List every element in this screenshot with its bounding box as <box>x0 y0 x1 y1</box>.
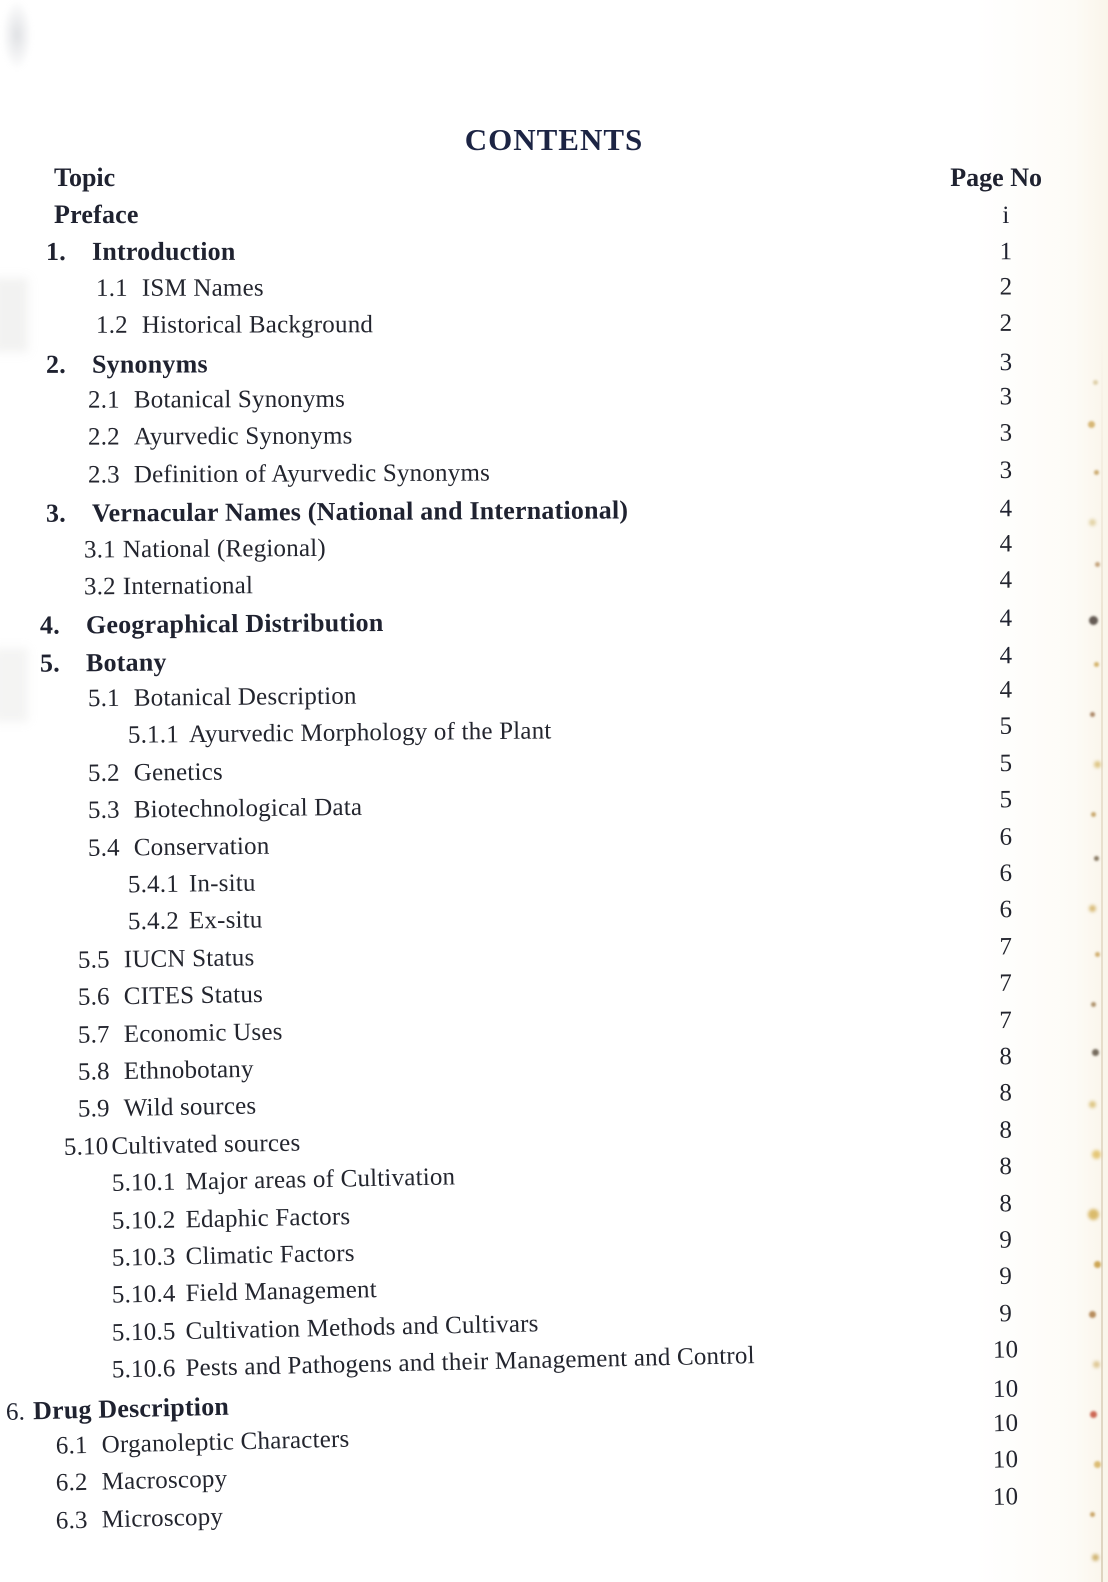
entry-page-number: 5 <box>999 786 1013 814</box>
leader-spacer <box>167 663 977 670</box>
entry-page-number: 8 <box>999 1153 1013 1181</box>
entry-page-number: 3 <box>999 456 1013 484</box>
entry-number: 5.6 <box>77 983 110 1012</box>
entry-number: 4. <box>39 610 60 640</box>
entry-page-number: 8 <box>999 1079 1013 1108</box>
entry-number: 5.5 <box>77 946 110 974</box>
entry-title: IUCN Status <box>123 944 255 974</box>
entry-title: International <box>122 572 254 601</box>
entry-page-number: 5 <box>999 713 1013 741</box>
entry-number: 5.1 <box>87 684 120 713</box>
entry-number: 5.4 <box>87 834 120 862</box>
leader-spacer <box>223 771 977 779</box>
entry-number: 5.1.1 <box>127 721 180 750</box>
leader-spacer <box>227 1468 976 1486</box>
entry-number: 5.10.2 <box>111 1206 176 1235</box>
scan-smudge <box>2 0 32 70</box>
entry-page-number: 9 <box>999 1263 1013 1291</box>
entry-page-number: 10 <box>992 1482 1019 1511</box>
entry-number: 5.10.4 <box>111 1280 176 1309</box>
leader-spacer <box>345 404 977 406</box>
entry-number: 5.9 <box>77 1095 110 1124</box>
entry-title: Botanical Synonyms <box>133 385 346 414</box>
entry-number: 5.10.1 <box>111 1168 176 1198</box>
entry-title: Edaphic Factors <box>185 1202 351 1233</box>
entry-number: 5.10.5 <box>111 1317 176 1347</box>
entry-page-number: 7 <box>999 933 1013 961</box>
entry-title: Botany <box>85 647 167 677</box>
entry-number: 1. <box>45 237 66 267</box>
entry-number: 3.1 <box>83 535 116 563</box>
entry-title: Pests and Pathogens and their Management and Control <box>185 1342 756 1382</box>
leader-spacer <box>255 955 977 965</box>
entry-title: In-situ <box>188 869 256 898</box>
entry-title: Wild sources <box>123 1092 257 1123</box>
entry-number: 5.4.2 <box>127 907 180 936</box>
entry-number: 5.7 <box>77 1020 110 1049</box>
entry-title: Ayurvedic Synonyms <box>133 422 353 451</box>
entry-page-number: 9 <box>999 1226 1013 1254</box>
entry-page-number: 6 <box>999 859 1013 888</box>
entry-page-number: 1 <box>999 238 1013 266</box>
entry-title: Conservation <box>133 832 270 861</box>
leader-spacer <box>350 1432 977 1447</box>
entry-number: 5.10.3 <box>111 1243 176 1272</box>
entry-title: Biotechnological Data <box>133 794 363 824</box>
leader-spacer <box>256 1101 976 1113</box>
toc-entry <box>0 237 1108 275</box>
entry-page-number: 3 <box>999 419 1013 447</box>
entry-title: Definition of Ayurvedic Synonyms <box>133 459 491 489</box>
entry-title: Preface <box>54 200 139 229</box>
leader-spacer <box>229 1397 977 1414</box>
entry-title: CITES Status <box>123 981 264 1011</box>
entry-number: 2. <box>45 349 66 379</box>
leader-spacer <box>263 918 977 928</box>
entry-title: Ex-situ <box>188 906 263 935</box>
leader-spacer <box>355 1248 977 1261</box>
entry-number: 5.10 <box>63 1132 109 1161</box>
leader-spacer <box>353 441 977 444</box>
entry-page-number: 4 <box>999 605 1013 633</box>
entry-title: Microscopy <box>101 1503 224 1534</box>
entry-page-number: 4 <box>999 676 1013 704</box>
leader-spacer <box>350 1211 976 1223</box>
entry-title: Botanical Description <box>133 682 357 712</box>
leader-spacer <box>552 735 977 739</box>
toc-entry <box>0 310 1108 350</box>
entry-number: 2.3 <box>87 461 120 489</box>
entry-page-number: 4 <box>999 566 1013 594</box>
entry-page-number: 2 <box>999 273 1013 301</box>
entry-title: Economic Uses <box>123 1018 283 1048</box>
entry-page-number: 3 <box>999 383 1013 411</box>
toc-entry <box>0 383 1108 424</box>
entry-number: 5.4.1 <box>127 870 180 899</box>
leader-spacer <box>270 845 977 854</box>
leader-spacer <box>755 1358 977 1363</box>
entry-title: Field Management <box>185 1276 378 1308</box>
entry-number: 6.3 <box>55 1506 89 1535</box>
toc-rows <box>0 200 1108 1546</box>
leader-spacer <box>539 1322 977 1332</box>
toc-entry <box>0 273 1108 312</box>
entry-page-number: 8 <box>999 1189 1013 1218</box>
entry-title: Introduction <box>91 237 236 267</box>
leader-spacer <box>283 1028 977 1039</box>
leader-spacer <box>373 331 977 332</box>
entry-number: 6.2 <box>55 1469 89 1497</box>
leader-spacer <box>263 991 977 1002</box>
entry-title: Macroscopy <box>101 1465 228 1496</box>
entry-title: Genetics <box>133 758 224 787</box>
entry-number: 5.10.6 <box>111 1355 176 1384</box>
entry-title: Ayurvedic Morphology of the Plant <box>188 717 552 749</box>
entry-title: Historical Background <box>141 311 374 339</box>
entry-number: 3. <box>45 498 66 528</box>
entry-page-number: 10 <box>992 1446 1019 1474</box>
leader-spacer <box>362 808 977 815</box>
leader-spacer <box>628 516 977 518</box>
page-title: CONTENTS <box>464 122 644 157</box>
leader-spacer <box>256 881 977 890</box>
entry-page-number: 10 <box>992 1374 1019 1403</box>
leader-spacer <box>301 1138 977 1150</box>
leader-spacer <box>384 627 977 632</box>
entry-title: Geographical Distribution <box>85 608 384 640</box>
entry-page-number: 4 <box>999 641 1013 670</box>
entry-title: Major areas of Cultivation <box>185 1163 456 1196</box>
leader-spacer <box>455 1175 976 1185</box>
entry-title: Synonyms <box>91 348 208 379</box>
entry-number: 6.1 <box>55 1431 89 1460</box>
leader-spacer <box>236 260 977 261</box>
entry-page-number: 10 <box>992 1409 1019 1438</box>
toc-entry <box>0 420 1108 462</box>
entry-page-number: 4 <box>999 529 1013 558</box>
entry-title: National (Regional) <box>122 534 326 563</box>
entry-number: 2.1 <box>87 386 120 414</box>
entry-page-number: 10 <box>992 1336 1019 1364</box>
entry-page-number: 6 <box>999 896 1013 924</box>
entry-page-number: 8 <box>999 1043 1013 1071</box>
entry-page-number: 7 <box>999 1006 1013 1034</box>
entry-page-number: 8 <box>999 1116 1013 1144</box>
entry-title: Cultivation Methods and Cultivars <box>185 1310 539 1345</box>
leader-spacer <box>223 1505 976 1524</box>
entry-title: Vernacular Names (National and International) <box>91 495 629 528</box>
entry-page-number: 7 <box>999 969 1013 998</box>
leader-spacer <box>377 1285 977 1298</box>
toc-entry <box>0 346 1108 387</box>
entry-number: 3.2 <box>83 573 116 601</box>
entry-title: Ethnobotany <box>123 1055 254 1085</box>
entry-number: 1.1 <box>95 274 128 302</box>
entry-page-number: 3 <box>999 348 1013 376</box>
page-column-header: Page No <box>950 163 1042 192</box>
entry-page-number: 2 <box>999 309 1013 338</box>
entry-title: Organoleptic Characters <box>101 1425 350 1459</box>
leader-spacer <box>253 588 977 593</box>
entry-page-number: 9 <box>998 1299 1013 1328</box>
entry-page-number: i <box>1002 202 1010 229</box>
entry-title: Climatic Factors <box>185 1239 355 1271</box>
leader-spacer <box>490 478 977 480</box>
toc-header <box>0 158 1108 193</box>
leader-spacer <box>326 551 977 555</box>
entry-title: Drug Description <box>32 1391 230 1425</box>
entry-title: ISM Names <box>141 274 264 302</box>
leader-spacer <box>208 370 977 372</box>
entry-number: 2.2 <box>87 423 120 451</box>
entry-number: 5.8 <box>77 1058 110 1086</box>
entry-page-number: 6 <box>999 823 1013 851</box>
topic-column-header: Topic <box>54 163 116 192</box>
entry-page-number: 5 <box>999 749 1013 778</box>
leader-spacer <box>357 698 977 704</box>
entry-page-number: 4 <box>999 495 1013 523</box>
entry-number: 6. <box>5 1397 26 1426</box>
entry-number: 5.3 <box>87 796 120 825</box>
leader-spacer <box>264 294 977 295</box>
toc-entry <box>0 200 1108 237</box>
leader-spacer <box>254 1065 977 1077</box>
entry-title: Cultivated sources <box>111 1129 301 1160</box>
entry-number: 1.2 <box>95 311 128 339</box>
entry-number: 5.2 <box>87 759 120 787</box>
entry-number: 5. <box>39 648 60 678</box>
